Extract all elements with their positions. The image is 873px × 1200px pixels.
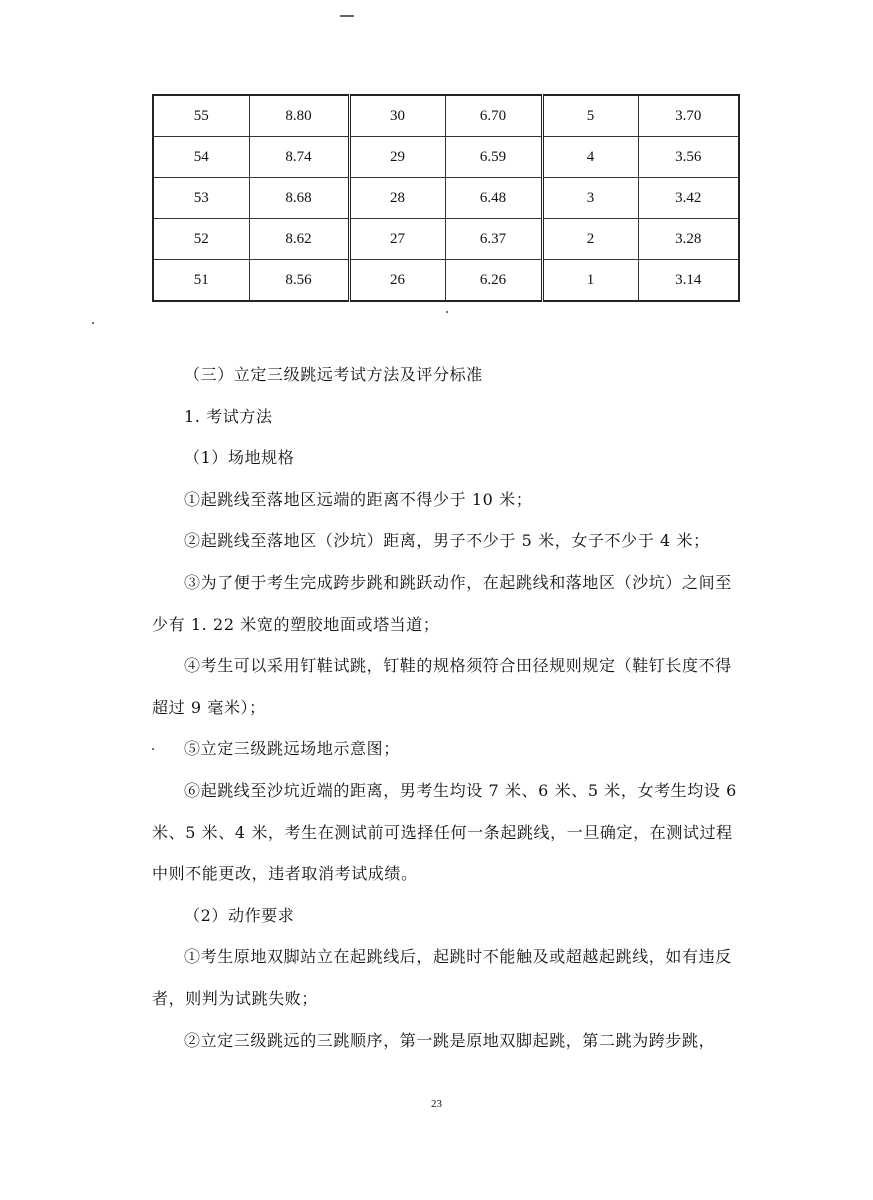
- table-cell: 8.68: [249, 178, 349, 219]
- table-cell: 6.70: [445, 95, 542, 137]
- paragraph: ②立定三级跳远的三跳顺序，第一跳是原地双脚起跳，第二跳为跨步跳，: [184, 1030, 716, 1050]
- table-cell: 8.62: [249, 219, 349, 260]
- table-cell: 8.56: [249, 260, 349, 302]
- table-cell: 3: [542, 178, 638, 219]
- subsection-heading: 1. 考试方法: [184, 406, 273, 426]
- table-row: [153, 178, 739, 219]
- table-cell: 28: [349, 178, 445, 219]
- table-cell: 30: [349, 95, 445, 137]
- table-cell: 26: [349, 260, 445, 302]
- table-cell: 3.56: [638, 137, 739, 178]
- table-cell: 3.70: [638, 95, 739, 137]
- table-cell: 8.74: [249, 137, 349, 178]
- item-heading: （1）场地规格: [184, 448, 295, 468]
- table-cell: 3.14: [638, 260, 739, 302]
- table-cell: 6.37: [445, 219, 542, 260]
- scan-speck: [152, 748, 154, 750]
- table-cell: 3.28: [638, 219, 739, 260]
- scan-speck: [92, 322, 94, 324]
- document-body: [152, 354, 738, 1061]
- table-cell: 55: [153, 95, 249, 137]
- table-cell: 6.26: [445, 260, 542, 302]
- page-number: 23: [431, 1098, 442, 1110]
- table-row: [153, 137, 739, 178]
- table-cell: 27: [349, 219, 445, 260]
- paragraph: ①考生原地双脚站立在起跳线后，起跳时不能触及或超越起跳线，如有违反者，则判为试跳失败；: [152, 947, 732, 1008]
- table-row: [153, 260, 739, 302]
- table-cell: 52: [153, 219, 249, 260]
- score-table-body: [153, 95, 739, 301]
- paragraph: ②起跳线至落地区（沙坑）距离，男子不少于 5 米，女子不少于 4 米；: [184, 531, 710, 551]
- table-cell: 2: [542, 219, 638, 260]
- paragraph: ③为了便于考生完成跨步跳和跳跃动作，在起跳线和落地区（沙坑）之间至少有 1. 22 米宽的塑胶地面或塔当道；: [152, 572, 732, 634]
- table-cell: 6.48: [445, 178, 542, 219]
- table-row: [153, 219, 739, 260]
- table-cell: 4: [542, 137, 638, 178]
- table-cell: 6.59: [445, 137, 542, 178]
- scan-speck: [446, 311, 448, 313]
- item-heading: （2）动作要求: [184, 905, 295, 925]
- paragraph: ①起跳线至落地区远端的距离不得少于 10 米；: [184, 489, 533, 509]
- paragraph: ⑤立定三级跳远场地示意图；: [184, 739, 400, 759]
- table-cell: 29: [349, 137, 445, 178]
- table-cell: 51: [153, 260, 249, 302]
- table-cell: 1: [542, 260, 638, 302]
- table-cell: 53: [153, 178, 249, 219]
- scan-mark: [340, 15, 354, 17]
- section-heading: （三）立定三级跳远考试方法及评分标准: [184, 365, 483, 384]
- table-cell: 3.42: [638, 178, 739, 219]
- table-cell: 5: [542, 95, 638, 137]
- table-row: [153, 95, 739, 137]
- table-cell: 54: [153, 137, 249, 178]
- table-cell: 8.80: [249, 95, 349, 137]
- score-table: [152, 94, 740, 302]
- paragraph: ⑥起跳线至沙坑近端的距离，男考生均设 7 米、6 米、5 米，女考生均设 6 米、5 米、4 米，考生在测试前可选择任何一条起跳线，一旦确定，在测试过程中则不能更改，违者取消考试成绩。: [152, 780, 737, 884]
- paragraph: ④考生可以采用钉鞋试跳，钉鞋的规格须符合田径规则规定（鞋钉长度不得超过 9 毫米）；: [152, 656, 732, 717]
